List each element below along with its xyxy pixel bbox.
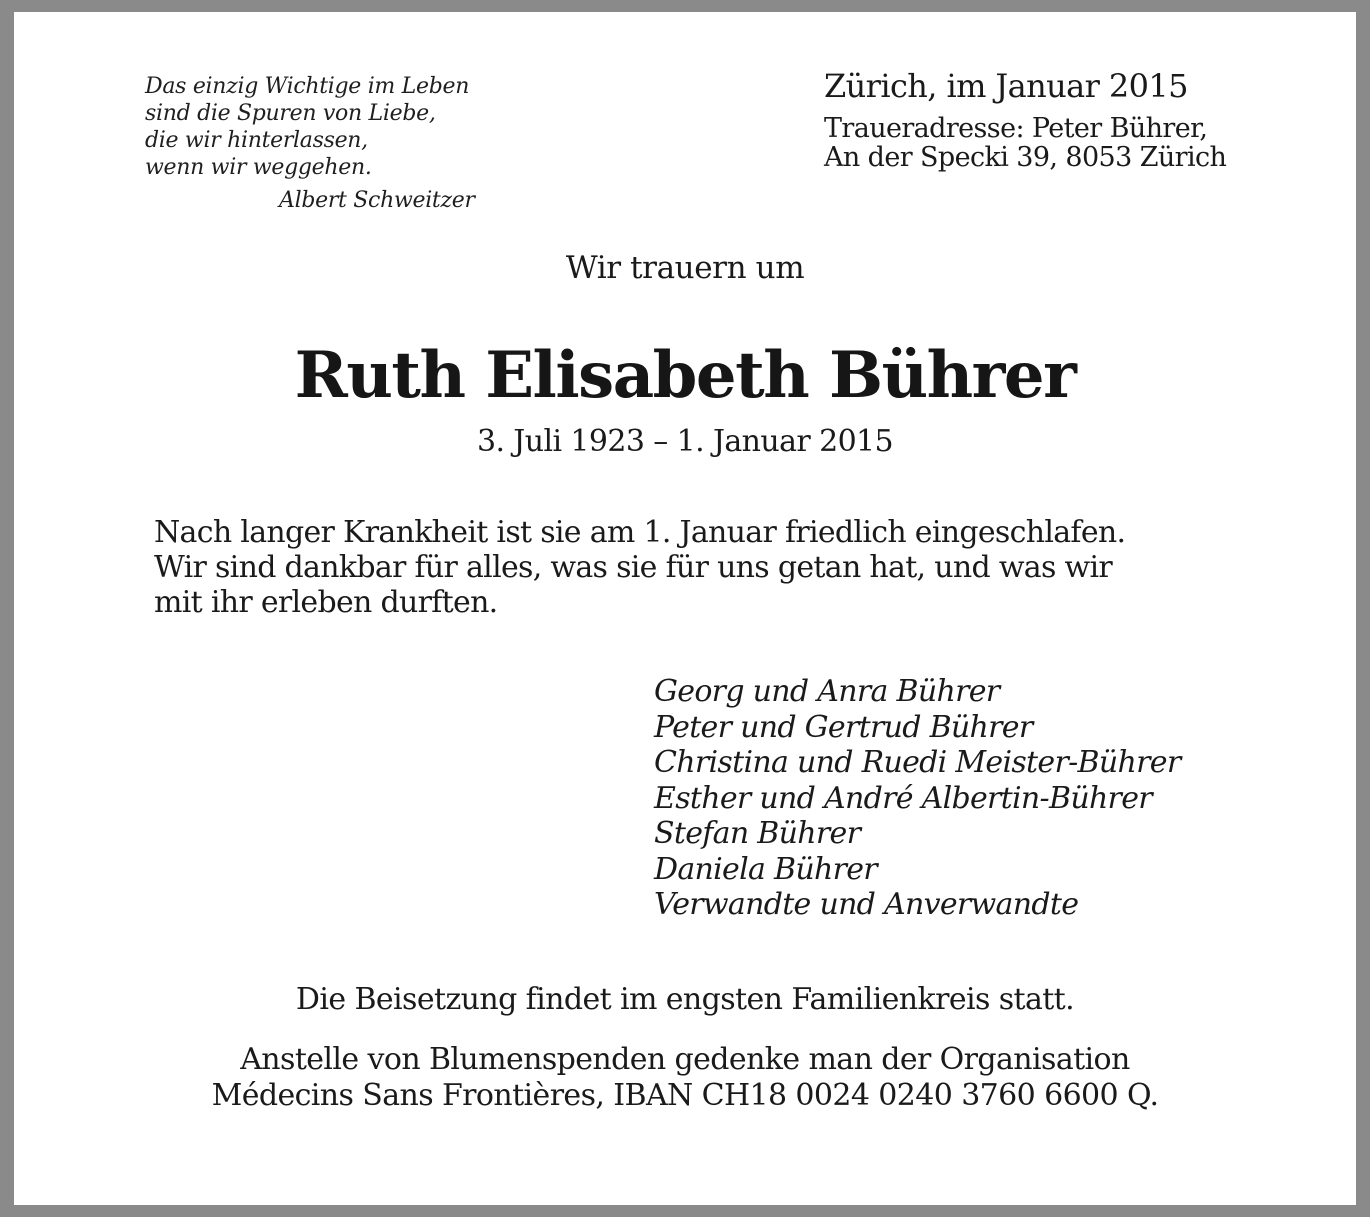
intro-text: Wir trauern um [565,250,805,286]
donation-note [14,1042,1356,1114]
obituary-page [14,12,1356,1205]
mourner-entry: Verwandte und Anverwandte [654,887,1079,922]
quote-line: Das einzig Wichtige im Leben [145,74,470,99]
mourner-entry: Peter und Gertrud Bührer [654,709,1033,745]
epigraph-quote [145,73,469,181]
donation-line: Anstelle von Blumenspenden gedenke man der Organisation [240,1042,1130,1077]
mourners-list [654,674,1180,923]
message-line: mit ihr erleben durften. [154,585,498,620]
message-text [154,515,1125,620]
mourner-entry: Esther und André Albertin-Bührer [654,780,1152,816]
mourning-address [824,114,1226,172]
message-line: Nach langer Krankheit ist sie am 1. Januar friedlich eingeschlafen. [154,515,1126,550]
deceased-name: Ruth Elisabeth Bührer [294,338,1076,413]
mourner-entry: Daniela Bührer [654,851,877,887]
address-line: An der Specki 39, 8053 Zürich [824,142,1227,173]
quote-line: wenn wir weggehen. [145,155,372,180]
quote-line: sind die Spuren von Liebe, [145,101,436,126]
mourner-entry: Stefan Bührer [654,816,861,851]
donation-line: Médecins Sans Frontières, IBAN CH18 0024 0240 3760 6600 Q. [211,1078,1159,1113]
quote-author: Albert Schweitzer [279,188,475,213]
address-line: Traueradresse: Peter Bührer, [824,113,1208,144]
mourner-entry: Christina und Ruedi Meister-Bührer [654,745,1181,780]
place-date: Zürich, im Januar 2015 [824,67,1188,105]
message-line: Wir sind dankbar für alles, was sie für uns getan hat, und was wir [154,550,1113,585]
burial-note: Die Beisetzung findet im engsten Familienkreis statt. [295,982,1075,1017]
life-dates: 3. Juli 1923 – 1. Januar 2015 [476,424,894,459]
quote-line: die wir hinterlassen, [145,128,368,153]
mourner-entry: Georg und Anra Bührer [654,674,1000,709]
